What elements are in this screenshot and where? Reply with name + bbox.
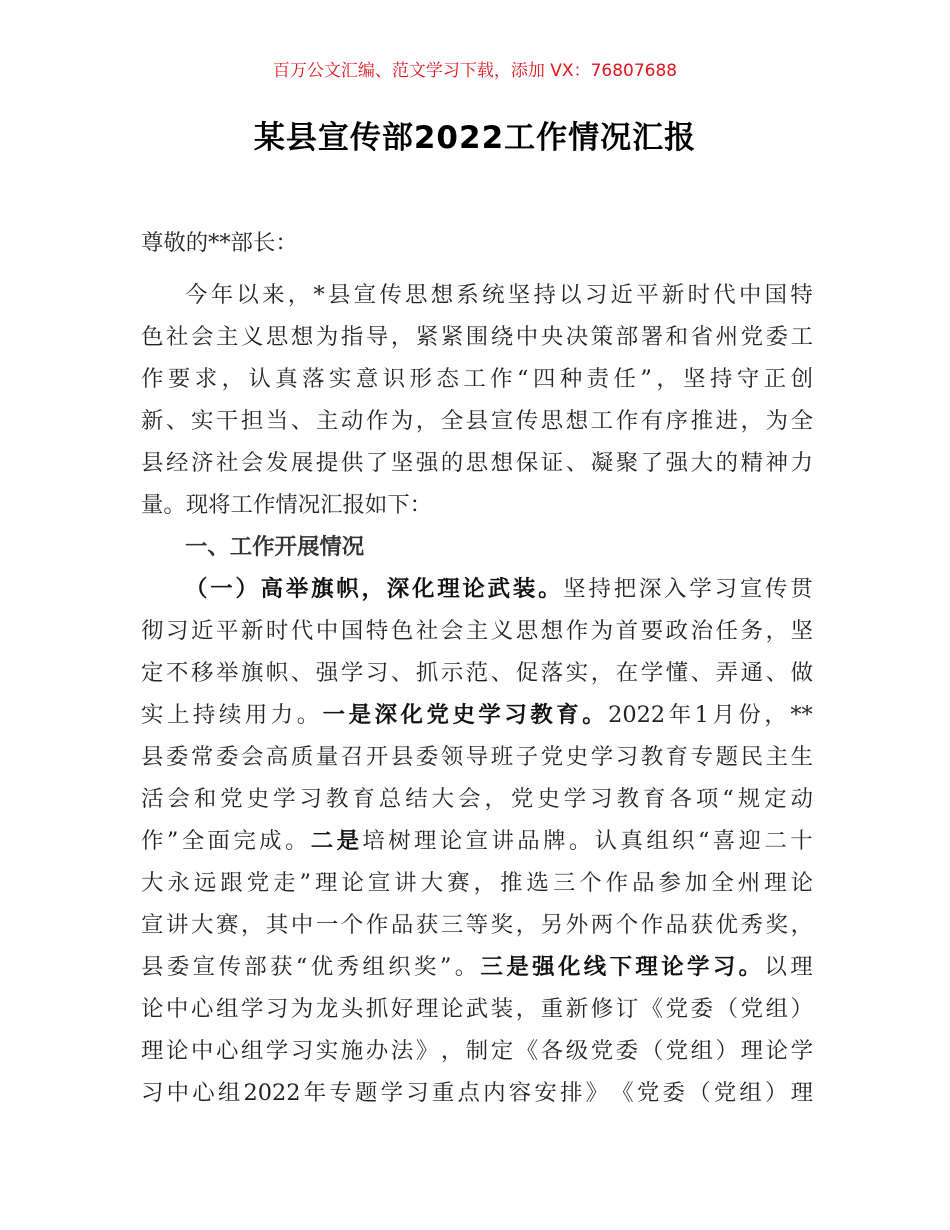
text-line: 活 会 和 党 史 学 习 教 育 总 结 大 会 ， 党 史 学 习 教 育 各 项 “ 规 定 动 <box>141 786 813 812</box>
text-line: 彻 习 近 平 新 时 代 中 国 特 色 社 会 主 义 思 想 作 为 首 要 政 治 任 务 ， 坚 <box>141 618 813 644</box>
section-heading: 一、工作开展情况 <box>185 534 365 560</box>
text-line: 今 年 以 来 ， * 县 宣 传 思 想 系 统 坚 持 以 习 近 平 新 时 代 中 国 特 <box>185 282 813 308</box>
text-line: 县 经 济 社 会 发 展 提 供 了 坚 强 的 思 想 保 证 、 凝 聚 了 强 大 的 精 神 力 <box>141 450 813 476</box>
subsection-paragraph <box>141 573 813 1119</box>
document-body <box>141 227 813 1119</box>
document-title <box>0 112 950 157</box>
text-line: 作 ” 全 面 完 成 。 二 是 培 树 理 论 宣 讲 品 牌 。 认 真 组 织 “ 喜 迎 二 十 <box>141 828 813 854</box>
text-line: 作 要 求 ， 认 真 落 实 意 识 形 态 工 作 “ 四 种 责 任 ” ， 坚 持 守 正 创 <box>141 366 813 392</box>
text-line: 新 、 实 干 担 当 、 主 动 作 为 ， 全 县 宣 传 思 想 工 作 有 序 推 进 ， 为 全 <box>141 408 813 434</box>
salutation: 尊敬的**部长： <box>141 230 298 256</box>
text-line: 县 委 常 委 会 高 质 量 召 开 县 委 领 导 班 子 党 史 学 习 教 育 专 题 民 主 生 <box>141 744 813 770</box>
watermark-banner: 百万公文汇编、范文学习下载，添加 VX：76807688 <box>272 61 678 81</box>
text-line: 论 中 心 组 学 习 为 龙 头 抓 好 理 论 武 装 ， 重 新 修 订 《 党 委 （ 党 组 ） <box>141 996 813 1022</box>
text-line: 大 永 远 跟 党 走 ” 理 论 宣 讲 大 赛 ， 推 选 三 个 作 品 参 加 全 州 理 论 <box>141 870 813 896</box>
text-line: 量。现将工作情况汇报如下： <box>141 492 433 518</box>
text-line: （ 一 ） 高 举 旗 帜 ， 深 化 理 论 武 装 。 坚 持 把 深 入 学 习 宣 传 贯 <box>185 576 813 602</box>
text-line: 理 论 中 心 组 学 习 实 施 办 法 》 ， 制 定 《 各 级 党 委 （ 党 组 ） 理 论 学 <box>141 1038 813 1064</box>
text-line: 宣 讲 大 赛 ， 其 中 一 个 作 品 获 三 等 奖 ， 另 外 两 个 作 品 获 优 秀 奖 ， <box>141 912 813 938</box>
title-year: 2022 <box>413 120 505 156</box>
text-line: 县 委 宣 传 部 获 “ 优 秀 组 织 奖 ” 。 三 是 强 化 线 下 理 论 学 习 。 以 理 <box>141 954 813 980</box>
text-line: 实 上 持 续 用 力 。 一 是 深 化 党 史 学 习 教 育 。 2022 年 1 月 份 ， ** <box>141 702 813 728</box>
text-line: 习 中 心 组 2022 年 专 题 学 习 重 点 内 容 安 排 》 《 党 委 （ 党 组 ） 理 <box>141 1080 813 1106</box>
intro-paragraph <box>141 279 813 531</box>
title-suffix: 工作情况汇报 <box>504 120 697 156</box>
text-line: 色 社 会 主 义 思 想 为 指 导 ， 紧 紧 围 绕 中 央 决 策 部 署 和 省 州 党 委 工 <box>141 324 813 350</box>
text-line: 定 不 移 举 旗 帜 、 强 学 习 、 抓 示 范 、 促 落 实 ， 在 学 懂 、 弄 通 、 做 <box>141 660 813 686</box>
title-prefix: 某县宣传部 <box>253 120 414 156</box>
